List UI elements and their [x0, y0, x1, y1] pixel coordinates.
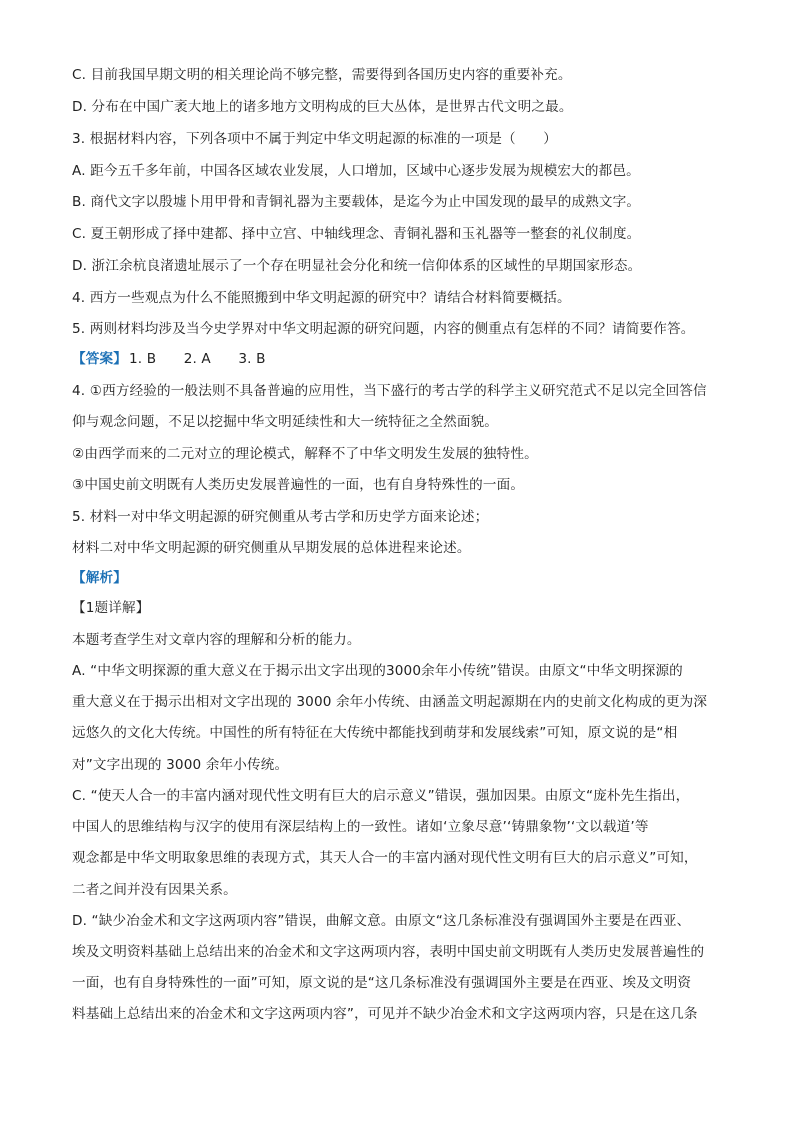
answer-4-line-2: 仰与观念问题，不足以挖掘中华文明延续性和大一统特征之全然面貌。: [72, 414, 499, 430]
option-b-q3: B. 商代文字以殷墟卜用甲骨和青铜礼器为主要载体，是迄今为止中国发现的最早的成熟文字。: [72, 194, 641, 210]
analysis-a-line-4: 对”文字出现的 3000 余年小传统。: [72, 757, 289, 773]
analysis-a-line-2: 重大意义在于揭示出相对文字出现的 3000 余年小传统、由涵盖文明起源期在内的史前文化构成的更为深: [72, 694, 708, 710]
option-a-q3: A. 距今五千多年前，中国各区域农业发展，人口增加，区域中心逐步发展为规模宏大的都邑。: [72, 163, 640, 179]
analysis-c-line-4: 二者之间并没有因果关系。: [72, 882, 237, 898]
answer-4-point-2: ②由西学而来的二元对立的理论模式，解释不了中华文明发生发展的独特性。: [72, 446, 538, 462]
option-c-q2: C. 目前我国早期文明的相关理论尚不够完整，需要得到各国历史内容的重要补充。: [72, 67, 572, 83]
analysis-d-line-2: 埃及文明资料基础上总结出来的冶金术和文字这两项内容，表明中国史前文明既有人类历史发展普遍性的: [72, 944, 705, 960]
analysis-tag: 【解析】: [72, 570, 127, 586]
analysis-c-line-2: 中国人的思维结构与汉字的使用有深层结构上的一致性。诸如‘立象尽意’‘铸鼎象物’‘文以载道’等: [72, 819, 649, 835]
answer-5-line-2: 材料二对中华文明起源的研究侧重从早期发展的总体进程来论述。: [72, 540, 471, 556]
analysis-d-line-1: D. “缺少冶金术和文字这两项内容”错误，曲解文意。由原文“这几条标准没有强调国外主要是在西亚、: [72, 913, 691, 929]
analysis-a-line-3: 远悠久的文化大传统。中国性的所有特征在大传统中都能找到萌芽和发展线索”可知，原文说的是“相: [72, 725, 678, 741]
question-5: 5. 两则材料均涉及当今史学界对中华文明起源的研究问题，内容的侧重点有怎样的不同？请简要作答。: [72, 321, 695, 337]
analysis-a-line-1: A. “中华文明探源的重大意义在于揭示出文字出现的3000余年小传统”错误。由原文“中华文明探源的: [72, 663, 683, 679]
analysis-d-line-4: 料基础上总结出来的冶金术和文字这两项内容”，可见并不缺少冶金术和文字这两项内容，只是在这几条: [72, 1006, 698, 1022]
analysis-d-line-3: 一面，也有自身特殊性的一面”可知，原文说的是“这几条标准没有强调国外主要是在西亚、埃及文明资: [72, 975, 692, 991]
q1-detail-heading: 【1题详解】: [72, 600, 150, 616]
question-3: 3. 根据材料内容，下列各项中不属于判定中华文明起源的标准的一项是（ ）: [72, 131, 558, 147]
answer-5-line-1: 5. 材料一对中华文明起源的研究侧重从考古学和历史学方面来论述；: [72, 509, 489, 525]
analysis-c-line-1: C. “使天人合一的丰富内涵对现代性文明有巨大的启示意义”错误，强加因果。由原文“庞朴先生指出，: [72, 788, 690, 804]
answer-tag: 【答案】: [72, 351, 127, 367]
analysis-line: [72, 568, 732, 588]
analysis-c-line-3: 观念都是中华文明取象思维的表现方式，其天人合一的丰富内涵对现代性文明有巨大的启示意义”可知，: [72, 850, 698, 866]
answer-line: [72, 349, 732, 369]
option-c-q3: C. 夏王朝形成了择中建都、择中立宫、中轴线理念、青铜礼器和玉礼器等一整套的礼仪制度。: [72, 226, 641, 242]
answer-values: 1. B 2. A 3. B: [128, 351, 266, 367]
question-4: 4. 西方一些观点为什么不能照搬到中华文明起源的研究中？请结合材料简要概括。: [72, 290, 571, 306]
answer-4-point-3: ③中国史前文明既有人类历史发展普遍性的一面，也有自身特殊性的一面。: [72, 477, 525, 493]
q1-detail-intro: 本题考查学生对文章内容的理解和分析的能力。: [72, 632, 361, 648]
option-d-q3: D. 浙江余杭良渚遗址展示了一个存在明显社会分化和统一信仰体系的区域性的早期国家形态。: [72, 258, 642, 274]
option-d-q2: D. 分布在中国广袤大地上的诸多地方文明构成的巨大丛体，是世界古代文明之最。: [72, 99, 573, 115]
answer-4-line-1: 4. ①西方经验的一般法则不具备普遍的应用性，当下盛行的考古学的科学主义研究范式不足以完全回答信: [72, 383, 707, 399]
